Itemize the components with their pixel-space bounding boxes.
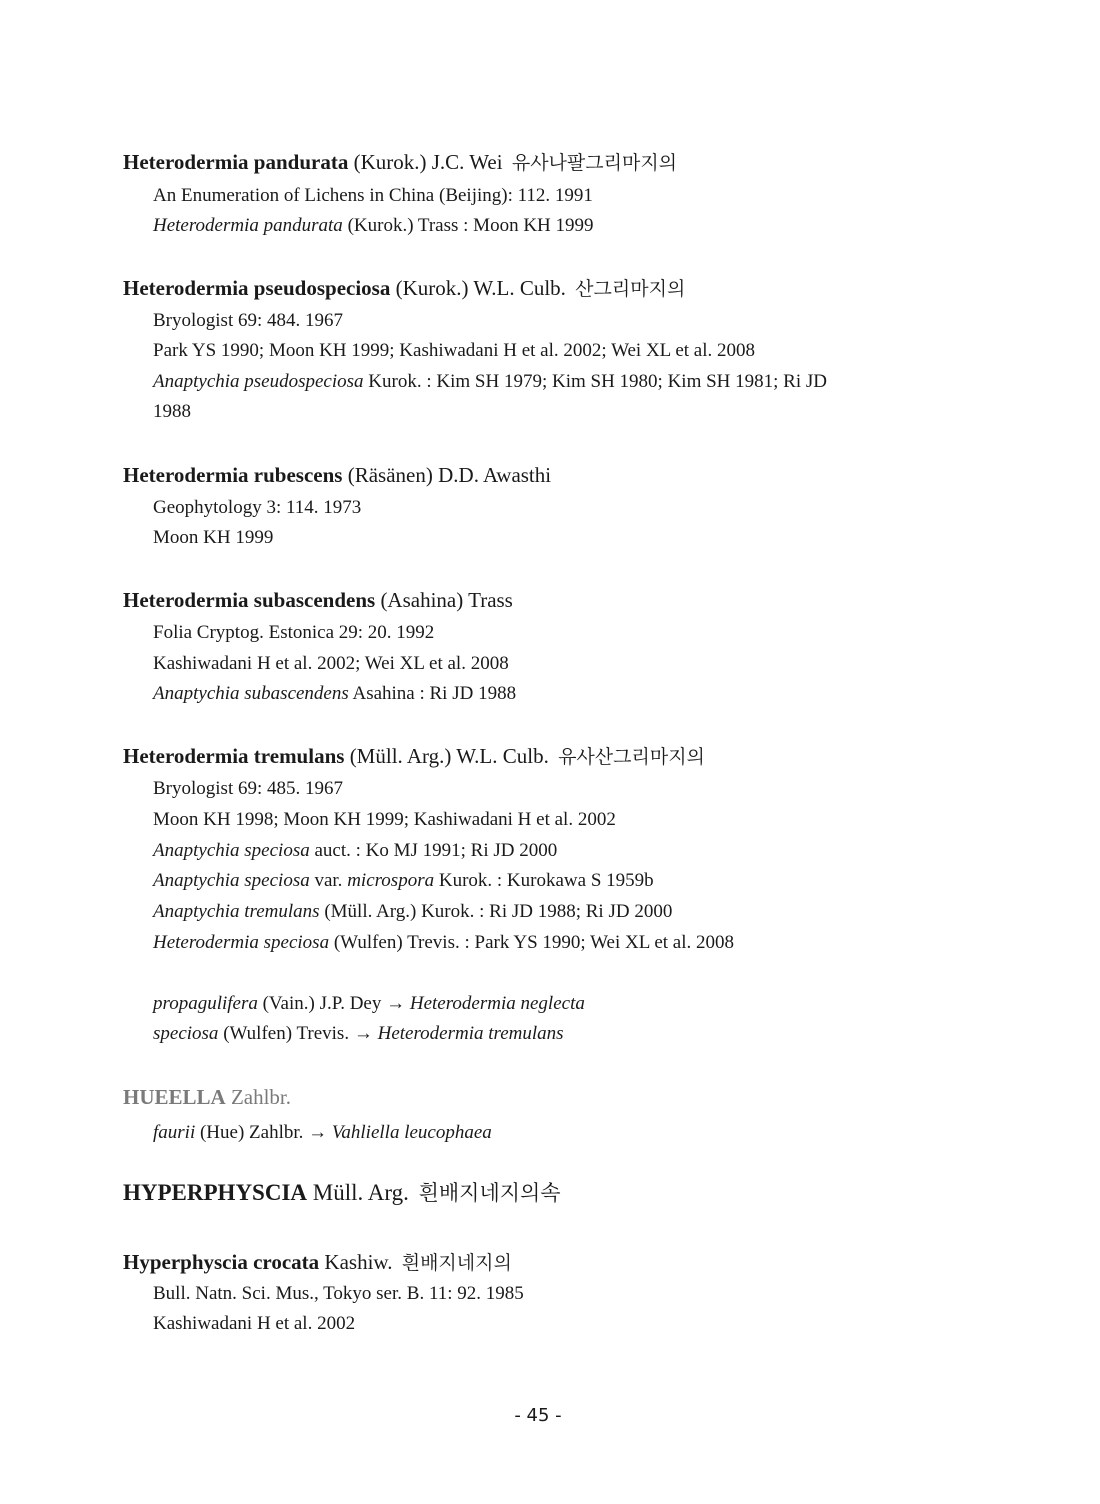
- species-author: (Kurok.) J.C. Wei: [353, 150, 503, 174]
- cross-reference: propagulifera (Vain.) J.P. Dey → Heterodermia neglecta: [153, 993, 585, 1014]
- species-author: (Räsänen) D.D. Awasthi: [347, 463, 552, 487]
- cross-reference: faurii (Hue) Zahlbr. → Vahliella leucophaea: [153, 1122, 492, 1143]
- genus-heading: [123, 1181, 561, 1205]
- synonym-citation: Anaptychia tremulans (Müll. Arg.) Kurok. : Ri JD 1988; Ri JD 2000: [153, 901, 673, 922]
- genus-author: Zahlbr.: [230, 1085, 292, 1109]
- reference-line: An Enumeration of Lichens in China (Beijing): 112. 1991: [153, 185, 593, 206]
- citation-line: 1988: [153, 401, 191, 422]
- species-name: Heterodermia subascendens: [123, 588, 376, 612]
- reference-line: Folia Cryptog. Estonica 29: 20. 1992: [153, 622, 435, 643]
- arrow-icon: →: [386, 993, 406, 1014]
- citation-line: Kashiwadani H et al. 2002: [153, 1313, 356, 1334]
- species-author: Kashiw.: [324, 1250, 393, 1274]
- species-heading: [123, 588, 513, 612]
- species-name: Heterodermia pandurata: [123, 150, 349, 174]
- citation-line: Moon KH 1998; Moon KH 1999; Kashiwadani H et al. 2002: [153, 809, 616, 830]
- cross-reference: speciosa (Wulfen) Trevis. → Heterodermia tremulans: [153, 1023, 564, 1044]
- citation-line: Moon KH 1999: [153, 527, 274, 548]
- synonym-citation: Anaptychia subascendens Asahina : Ri JD 1988: [153, 683, 517, 704]
- species-heading: [123, 276, 685, 301]
- korean-name: 유사나팔그리마지의: [511, 152, 678, 174]
- synonym-citation: Anaptychia pseudospeciosa Kurok. : Kim SH 1979; Kim SH 1980; Kim SH 1981; Ri JD: [153, 371, 827, 392]
- species-heading: [123, 463, 551, 487]
- arrow-icon: →: [308, 1122, 328, 1143]
- citation-line: Park YS 1990; Moon KH 1999; Kashiwadani H et al. 2002; Wei XL et al. 2008: [153, 340, 755, 361]
- species-heading: [123, 1250, 512, 1275]
- reference-line: Geophytology 3: 114. 1973: [153, 497, 362, 518]
- species-author: (Müll. Arg.) W.L. Culb.: [349, 744, 549, 768]
- synonym-citation: Anaptychia speciosa auct. : Ko MJ 1991; Ri JD 2000: [153, 840, 558, 861]
- species-name: Heterodermia pseudospeciosa: [123, 276, 391, 300]
- synonym-citation: Anaptychia speciosa var. microspora Kurok. : Kurokawa S 1959b: [153, 870, 654, 891]
- genus-heading: [123, 1085, 291, 1109]
- synonym-citation: Heterodermia pandurata (Kurok.) Trass : Moon KH 1999: [153, 215, 594, 236]
- citation-line: Kashiwadani H et al. 2002; Wei XL et al. 2008: [153, 653, 509, 674]
- korean-name: 산그리마지의: [575, 278, 686, 300]
- species-author: (Asahina) Trass: [380, 588, 513, 612]
- species-name: Heterodermia rubescens: [123, 463, 343, 487]
- korean-name: 흰배지네지의속: [418, 1181, 561, 1205]
- page-number: - 45 -: [514, 1405, 562, 1426]
- reference-line: Bryologist 69: 485. 1967: [153, 778, 344, 799]
- reference-line: Bull. Natn. Sci. Mus., Tokyo ser. B. 11: 92. 1985: [153, 1283, 524, 1304]
- species-author: (Kurok.) W.L. Culb.: [395, 276, 566, 300]
- reference-line: Bryologist 69: 484. 1967: [153, 310, 344, 331]
- korean-name: 유사산그리마지의: [558, 746, 705, 768]
- genus-author: Müll. Arg.: [312, 1180, 409, 1205]
- synonym-citation: Heterodermia speciosa (Wulfen) Trevis. : Park YS 1990; Wei XL et al. 2008: [153, 932, 735, 953]
- arrow-icon: →: [353, 1023, 373, 1044]
- genus-name: HYPERPHYSCIA: [123, 1180, 308, 1205]
- species-name: Hyperphyscia crocata: [123, 1250, 320, 1274]
- korean-name: 흰배지네지의: [401, 1252, 512, 1274]
- species-heading: [123, 150, 677, 175]
- species-heading: [123, 744, 705, 769]
- genus-name: HUEELLA: [123, 1085, 226, 1109]
- species-name: Heterodermia tremulans: [123, 744, 345, 768]
